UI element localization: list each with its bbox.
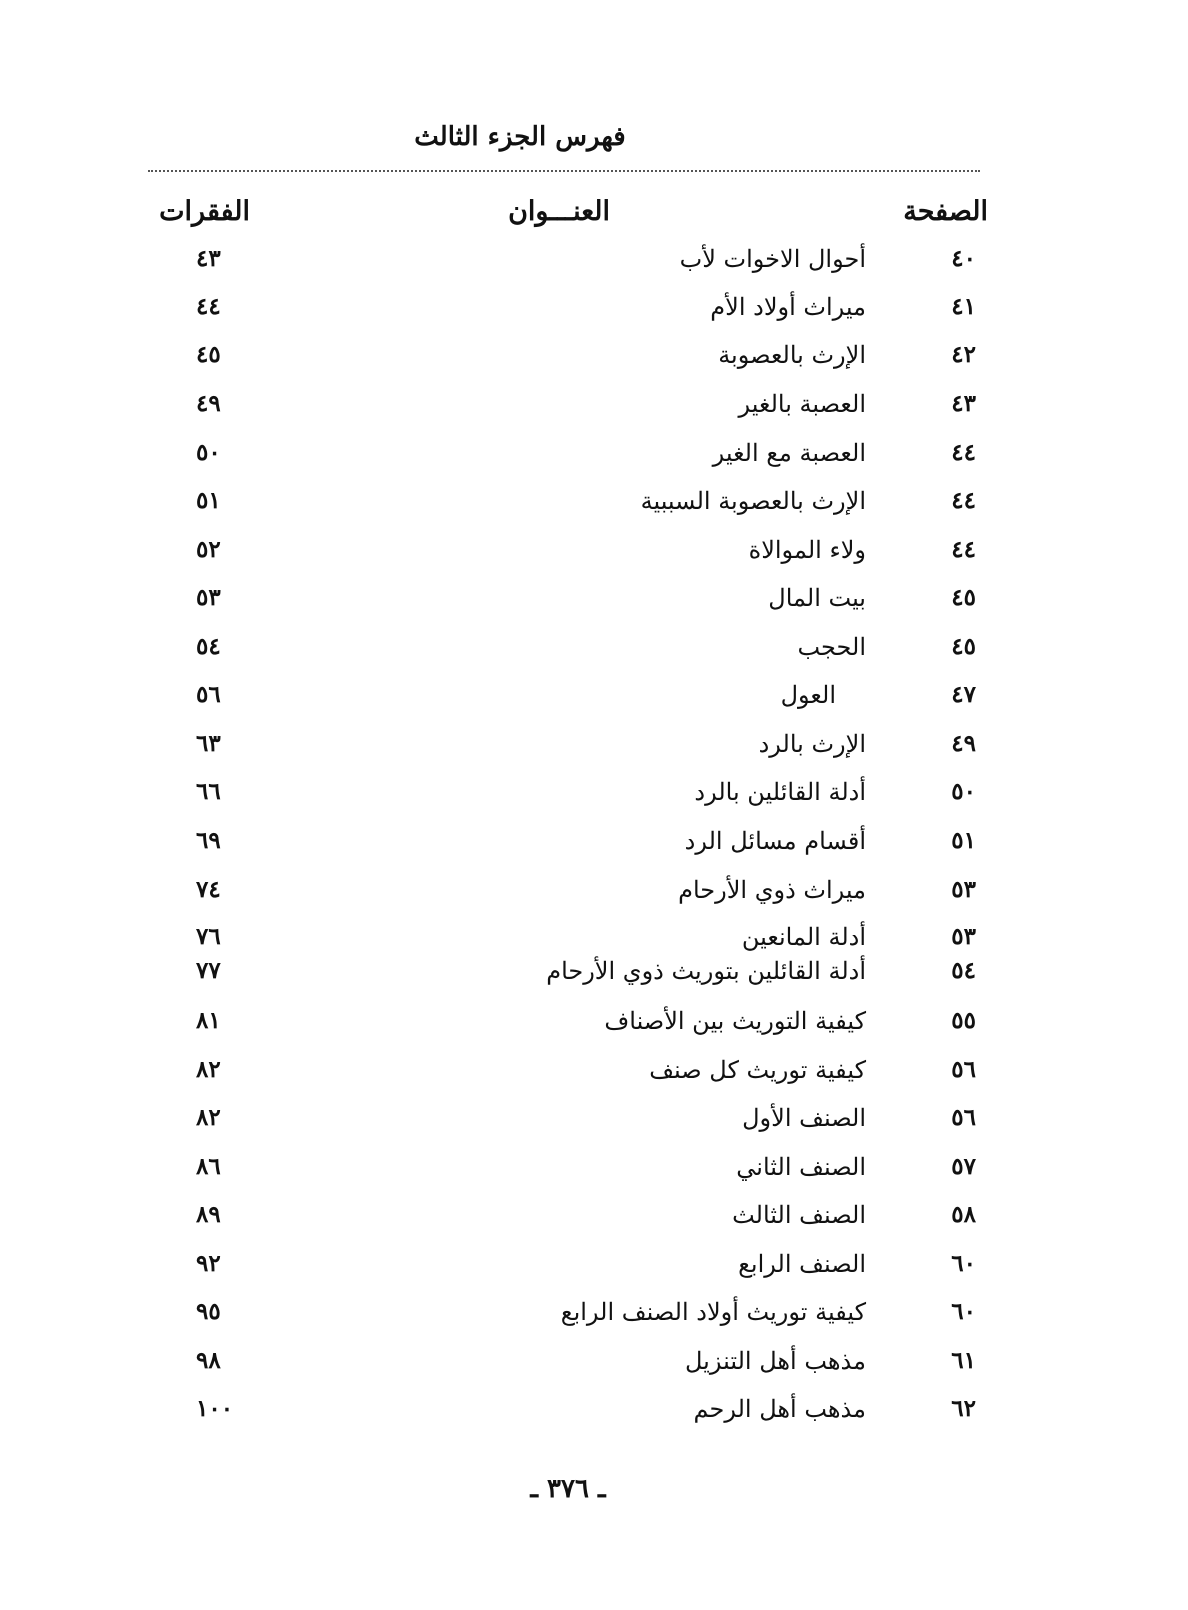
toc-paragraph-number: ٥٤ (196, 633, 221, 660)
toc-row (0, 919, 1188, 955)
toc-entry-title: ولاء الموالاة (748, 536, 866, 564)
toc-paragraph-number: ٥٦ (196, 681, 221, 708)
toc-page-number: ٤٢ (951, 341, 976, 368)
toc-paragraph-number: ٧٦ (196, 923, 221, 950)
toc-paragraph-number: ٥١ (196, 487, 221, 514)
toc-paragraph-number: ٥٣ (196, 584, 221, 611)
toc-paragraph-number: ٨٩ (196, 1201, 221, 1228)
toc-page-number: ٥٦ (951, 1104, 976, 1131)
toc-entry-title: الإرث بالعصوبة (718, 341, 866, 369)
toc-page-number: ٥٠ (951, 778, 976, 805)
column-header-page: الصفحة (903, 196, 988, 227)
toc-row (0, 1294, 1188, 1330)
toc-page-number: ٦٠ (951, 1250, 976, 1277)
toc-entry-title: ميراث ذوي الأرحام (678, 876, 866, 904)
toc-paragraph-number: ٦٦ (196, 778, 221, 805)
toc-paragraph-number: ٤٣ (196, 245, 221, 272)
toc-row (0, 337, 1188, 373)
toc-row (0, 726, 1188, 762)
toc-entry-title: الصنف الثاني (736, 1153, 866, 1181)
toc-page-number: ٥٣ (951, 876, 976, 903)
toc-row (0, 1052, 1188, 1088)
toc-row (0, 580, 1188, 616)
toc-paragraph-number: ٨٢ (196, 1104, 221, 1131)
toc-entry-title: العصبة بالغير (738, 390, 866, 418)
toc-page-number: ٥٥ (951, 1007, 976, 1034)
toc-page-number: ٤٧ (951, 681, 976, 708)
toc-entry-title: بيت المال (768, 584, 866, 612)
toc-row (0, 1343, 1188, 1379)
toc-page-number: ٤١ (951, 293, 976, 320)
toc-paragraph-number: ٤٥ (196, 341, 221, 368)
toc-paragraph-number: ٧٤ (196, 876, 221, 903)
toc-row (0, 953, 1188, 989)
toc-row (0, 774, 1188, 810)
toc-row (0, 823, 1188, 859)
toc-row (0, 1246, 1188, 1282)
toc-entry-title: أدلة القائلين بالرد (694, 778, 866, 806)
toc-page-number: ٤٠ (951, 245, 976, 272)
toc-entry-title: الصنف الرابع (738, 1250, 866, 1278)
toc-row (0, 483, 1188, 519)
toc-paragraph-number: ٤٩ (196, 390, 221, 417)
column-header-title: العنـــوان (508, 196, 610, 227)
toc-row (0, 1197, 1188, 1233)
toc-page-number: ٦٢ (951, 1395, 976, 1422)
toc-entry-title: الإرث بالرد (758, 730, 866, 758)
toc-row (0, 1391, 1188, 1427)
toc-paragraph-number: ٥٠ (196, 439, 221, 466)
toc-page-number: ٤٥ (951, 584, 976, 611)
toc-row (0, 386, 1188, 422)
toc-entry-title: الحجب (797, 633, 866, 661)
page-number: ـ ٣٧٦ ـ (530, 1474, 606, 1504)
toc-page-number: ٤٩ (951, 730, 976, 757)
toc-page-number: ٥٨ (951, 1201, 976, 1228)
toc-page-number: ٦٠ (951, 1298, 976, 1325)
toc-row (0, 677, 1188, 713)
toc-page-number: ٥٦ (951, 1056, 976, 1083)
toc-entry-title: الإرث بالعصوبة السببية (640, 487, 866, 515)
toc-page-number: ٦١ (951, 1347, 976, 1374)
toc-row (0, 435, 1188, 471)
toc-row (0, 241, 1188, 277)
toc-entry-title: مذهب أهل التنزيل (685, 1347, 866, 1375)
toc-entry-title: أدلة القائلين بتوريث ذوي الأرحام (546, 957, 866, 985)
toc-row (0, 289, 1188, 325)
toc-entry-title: الصنف الثالث (732, 1201, 866, 1229)
toc-page-number: ٤٥ (951, 633, 976, 660)
toc-paragraph-number: ٤٤ (196, 293, 221, 320)
toc-page-number: ٥٤ (951, 957, 976, 984)
toc-row (0, 1100, 1188, 1136)
toc-page-number: ٥٣ (951, 923, 976, 950)
toc-entry-title: العول (780, 681, 836, 709)
toc-paragraph-number: ٨٢ (196, 1056, 221, 1083)
toc-entry-title: كيفية توريث كل صنف (649, 1056, 866, 1084)
toc-paragraph-number: ٧٧ (196, 957, 221, 984)
toc-page-number: ٥١ (951, 827, 976, 854)
toc-row (0, 1003, 1188, 1039)
toc-entry-title: كيفية توريث أولاد الصنف الرابع (560, 1298, 866, 1326)
toc-entry-title: أقسام مسائل الرد (684, 827, 866, 855)
toc-row (0, 629, 1188, 665)
toc-paragraph-number: ٨٦ (196, 1153, 221, 1180)
toc-page-number: ٤٤ (951, 536, 976, 563)
toc-entry-title: أحوال الاخوات لأب (679, 245, 866, 273)
toc-paragraph-number: ٦٩ (196, 827, 221, 854)
toc-paragraph-number: ٦٣ (196, 730, 221, 757)
toc-paragraph-number: ٩٥ (196, 1298, 221, 1325)
column-header-paragraphs: الفقرات (159, 196, 250, 227)
toc-paragraph-number: ٨١ (196, 1007, 221, 1034)
toc-entry-title: مذهب أهل الرحم (693, 1395, 866, 1423)
toc-entry-title: الصنف الأول (742, 1104, 866, 1132)
toc-entry-title: كيفية التوريث بين الأصناف (604, 1007, 866, 1035)
page-title: فهرس الجزء الثالث (414, 122, 626, 152)
toc-entry-title: العصبة مع الغير (712, 439, 866, 467)
toc-entry-title: ميراث أولاد الأم (710, 293, 866, 321)
toc-paragraph-number: ٩٨ (196, 1347, 221, 1374)
toc-paragraph-number: ١٠٠ (196, 1395, 234, 1422)
toc-page-number: ٤٤ (951, 487, 976, 514)
toc-paragraph-number: ٥٢ (196, 536, 221, 563)
toc-page-number: ٤٤ (951, 439, 976, 466)
toc-paragraph-number: ٩٢ (196, 1250, 221, 1277)
toc-entry-title: أدلة المانعين (741, 923, 866, 951)
toc-page-number: ٤٣ (951, 390, 976, 417)
toc-row (0, 532, 1188, 568)
toc-row (0, 1149, 1188, 1185)
toc-page-number: ٥٧ (951, 1153, 976, 1180)
toc-row (0, 872, 1188, 908)
